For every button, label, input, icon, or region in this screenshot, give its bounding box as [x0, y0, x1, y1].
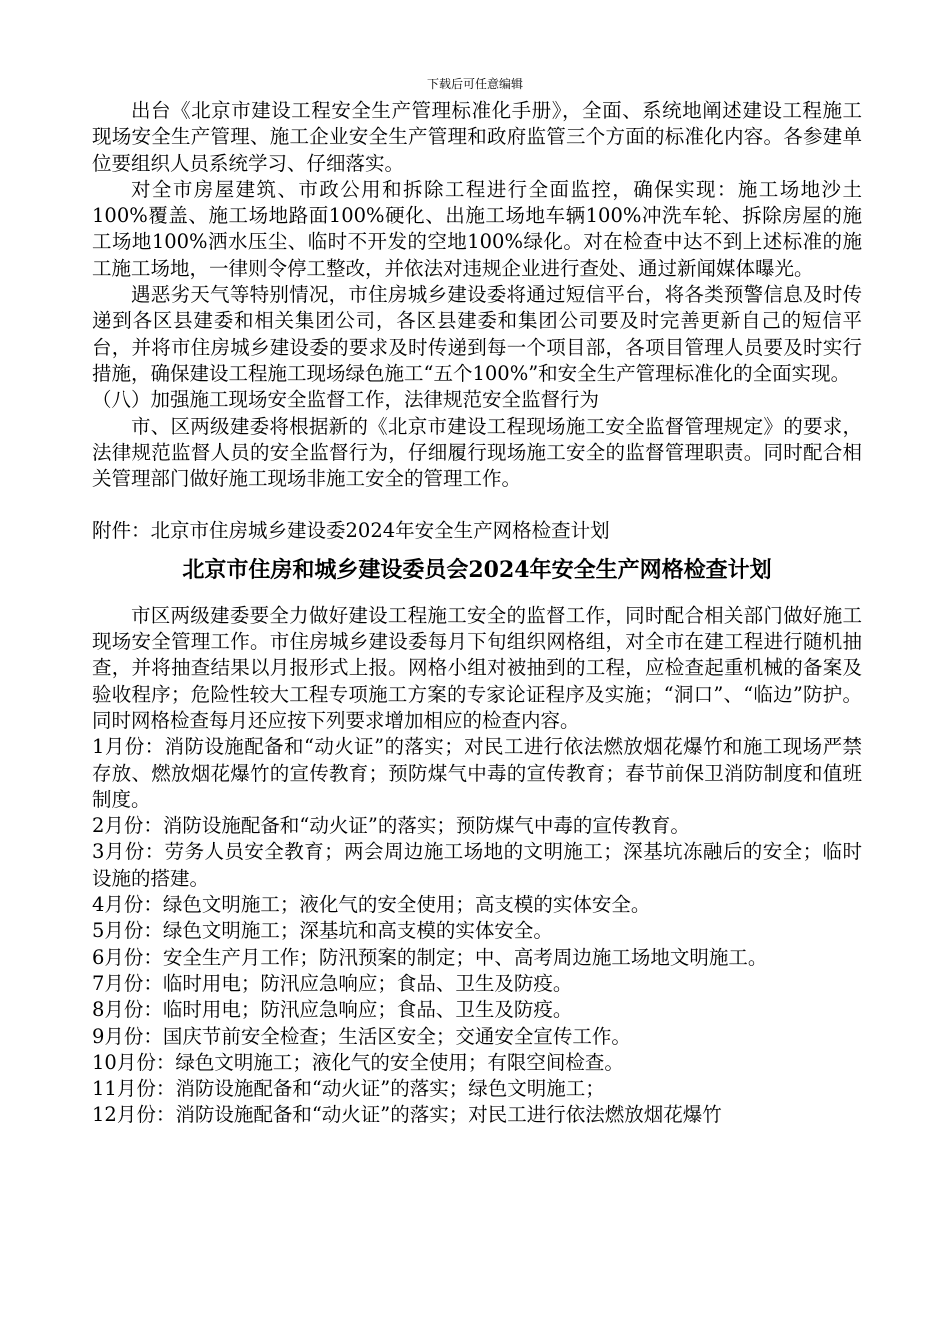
plan-title: 北京市住房和城乡建设委员会2024年安全生产网格检查计划 — [182, 556, 772, 583]
month-item-3: 3月份：劳务人员安全教育；两会周边施工场地的文明施工；深基坑冻融后的安全；临时设施的搭建。 — [92, 840, 862, 890]
month-item-8: 8月份：临时用电；防汛应急响应；食品、卫生及防疫。 — [92, 998, 573, 1022]
section-heading-supervision: （八）加强施工现场安全监督工作，法律规范安全监督行为 — [92, 388, 600, 412]
month-item-9: 9月份：国庆节前安全检查；生活区安全；交通安全宣传工作。 — [92, 1024, 631, 1048]
month-item-2: 2月份：消防设施配备和“动火证”的落实；预防煤气中毒的宣传教育。 — [92, 814, 690, 838]
plan-intro-paragraph: 市区两级建委要全力做好建设工程施工安全的监督工作，同时配合相关部门做好施工现场安全管理工作。市住房城乡建设委每月下旬组织网格组，对全市在建工程进行随机抽查，并将抽查结果以月报形式上报。网格小组对被抽到的工程，应检查起重机械的备案及验收程序；危险性较大工程专项施工方案的专家论证程序及实施；“洞口”、“临边”防护。同时网格检查每月还应按下列要求增加相应的检查内容。 — [92, 603, 862, 732]
paragraph-standardization-manual: 出台《北京市建设工程安全生产管理标准化手册》，全面、系统地阐述建设工程施工现场安全生产管理、施工企业安全生产管理和政府监管三个方面的标准化内容。各参建单位要组织人员系统学习、仔细落实。 — [92, 99, 862, 175]
month-item-6: 6月份：安全生产月工作；防汛预案的制定；中、高考周边施工场地文明施工。 — [92, 945, 768, 969]
month-item-1: 1月份：消防设施配备和“动火证”的落实；对民工进行依法燃放烟花爆竹和施工现场严禁存放、燃放烟花爆竹的宣传教育；预防煤气中毒的宣传教育；春节前保卫消防制度和值班制度。 — [92, 735, 862, 811]
document-body — [92, 98, 862, 1129]
month-item-7: 7月份：临时用电；防汛应急响应；食品、卫生及防疫。 — [92, 971, 573, 995]
page-header: 下载后可任意编辑 — [426, 77, 523, 91]
month-item-12: 12月份：消防设施配备和“动火证”的落实；对民工进行依法燃放烟花爆竹 — [92, 1103, 722, 1127]
paragraph-full-monitoring: 对全市房屋建筑、市政公用和拆除工程进行全面监控，确保实现：施工场地沙土100%覆盖、施工场地路面100%硬化、出施工场地车辆100%冲洗车轮、拆除房屋的施工场地100%洒水压尘、临时不开发的空地100%绿化。对在检查中达不到上述标准的施工施工场地，一律则令停工整改，并依法对违规企业进行查处、通过新闻媒体曝光。 — [92, 177, 862, 280]
paragraph-severe-weather: 遇恶劣天气等特别情况，市住房城乡建设委将通过短信平台，将各类预警信息及时传递到各区县建委和相关集团公司，各区县建委和集团公司要及时完善更新自己的短信平台，并将市住房城乡建设委的要求及时传递到每一个项目部，各项目管理人员要及时实行措施，确保建设工程施工现场绿色施工“五个100%”和安全生产管理标准化的全面实现。 — [92, 283, 862, 385]
month-item-4: 4月份：绿色文明施工；液化气的安全使用；高支模的实体安全。 — [92, 893, 651, 917]
month-item-10: 10月份：绿色文明施工；液化气的安全使用；有限空间检查。 — [92, 1050, 624, 1074]
blank-line — [92, 492, 862, 518]
month-item-11: 11月份：消防设施配备和“动火证”的落实；绿色文明施工； — [92, 1077, 605, 1101]
paragraph-supervision: 市、区两级建委将根据新的《北京市建设工程现场施工安全监督管理规定》的要求，法律规范监督人员的安全监督行为，仔细履行现场施工安全的监督管理职责。同时配合相关管理部门做好施工现场非施工安全的管理工作。 — [92, 414, 862, 491]
month-item-5: 5月份：绿色文明施工；深基坑和高支模的实体安全。 — [92, 919, 553, 943]
attachment-line: 附件：北京市住房城乡建设委2024年安全生产网格检查计划 — [92, 519, 610, 543]
